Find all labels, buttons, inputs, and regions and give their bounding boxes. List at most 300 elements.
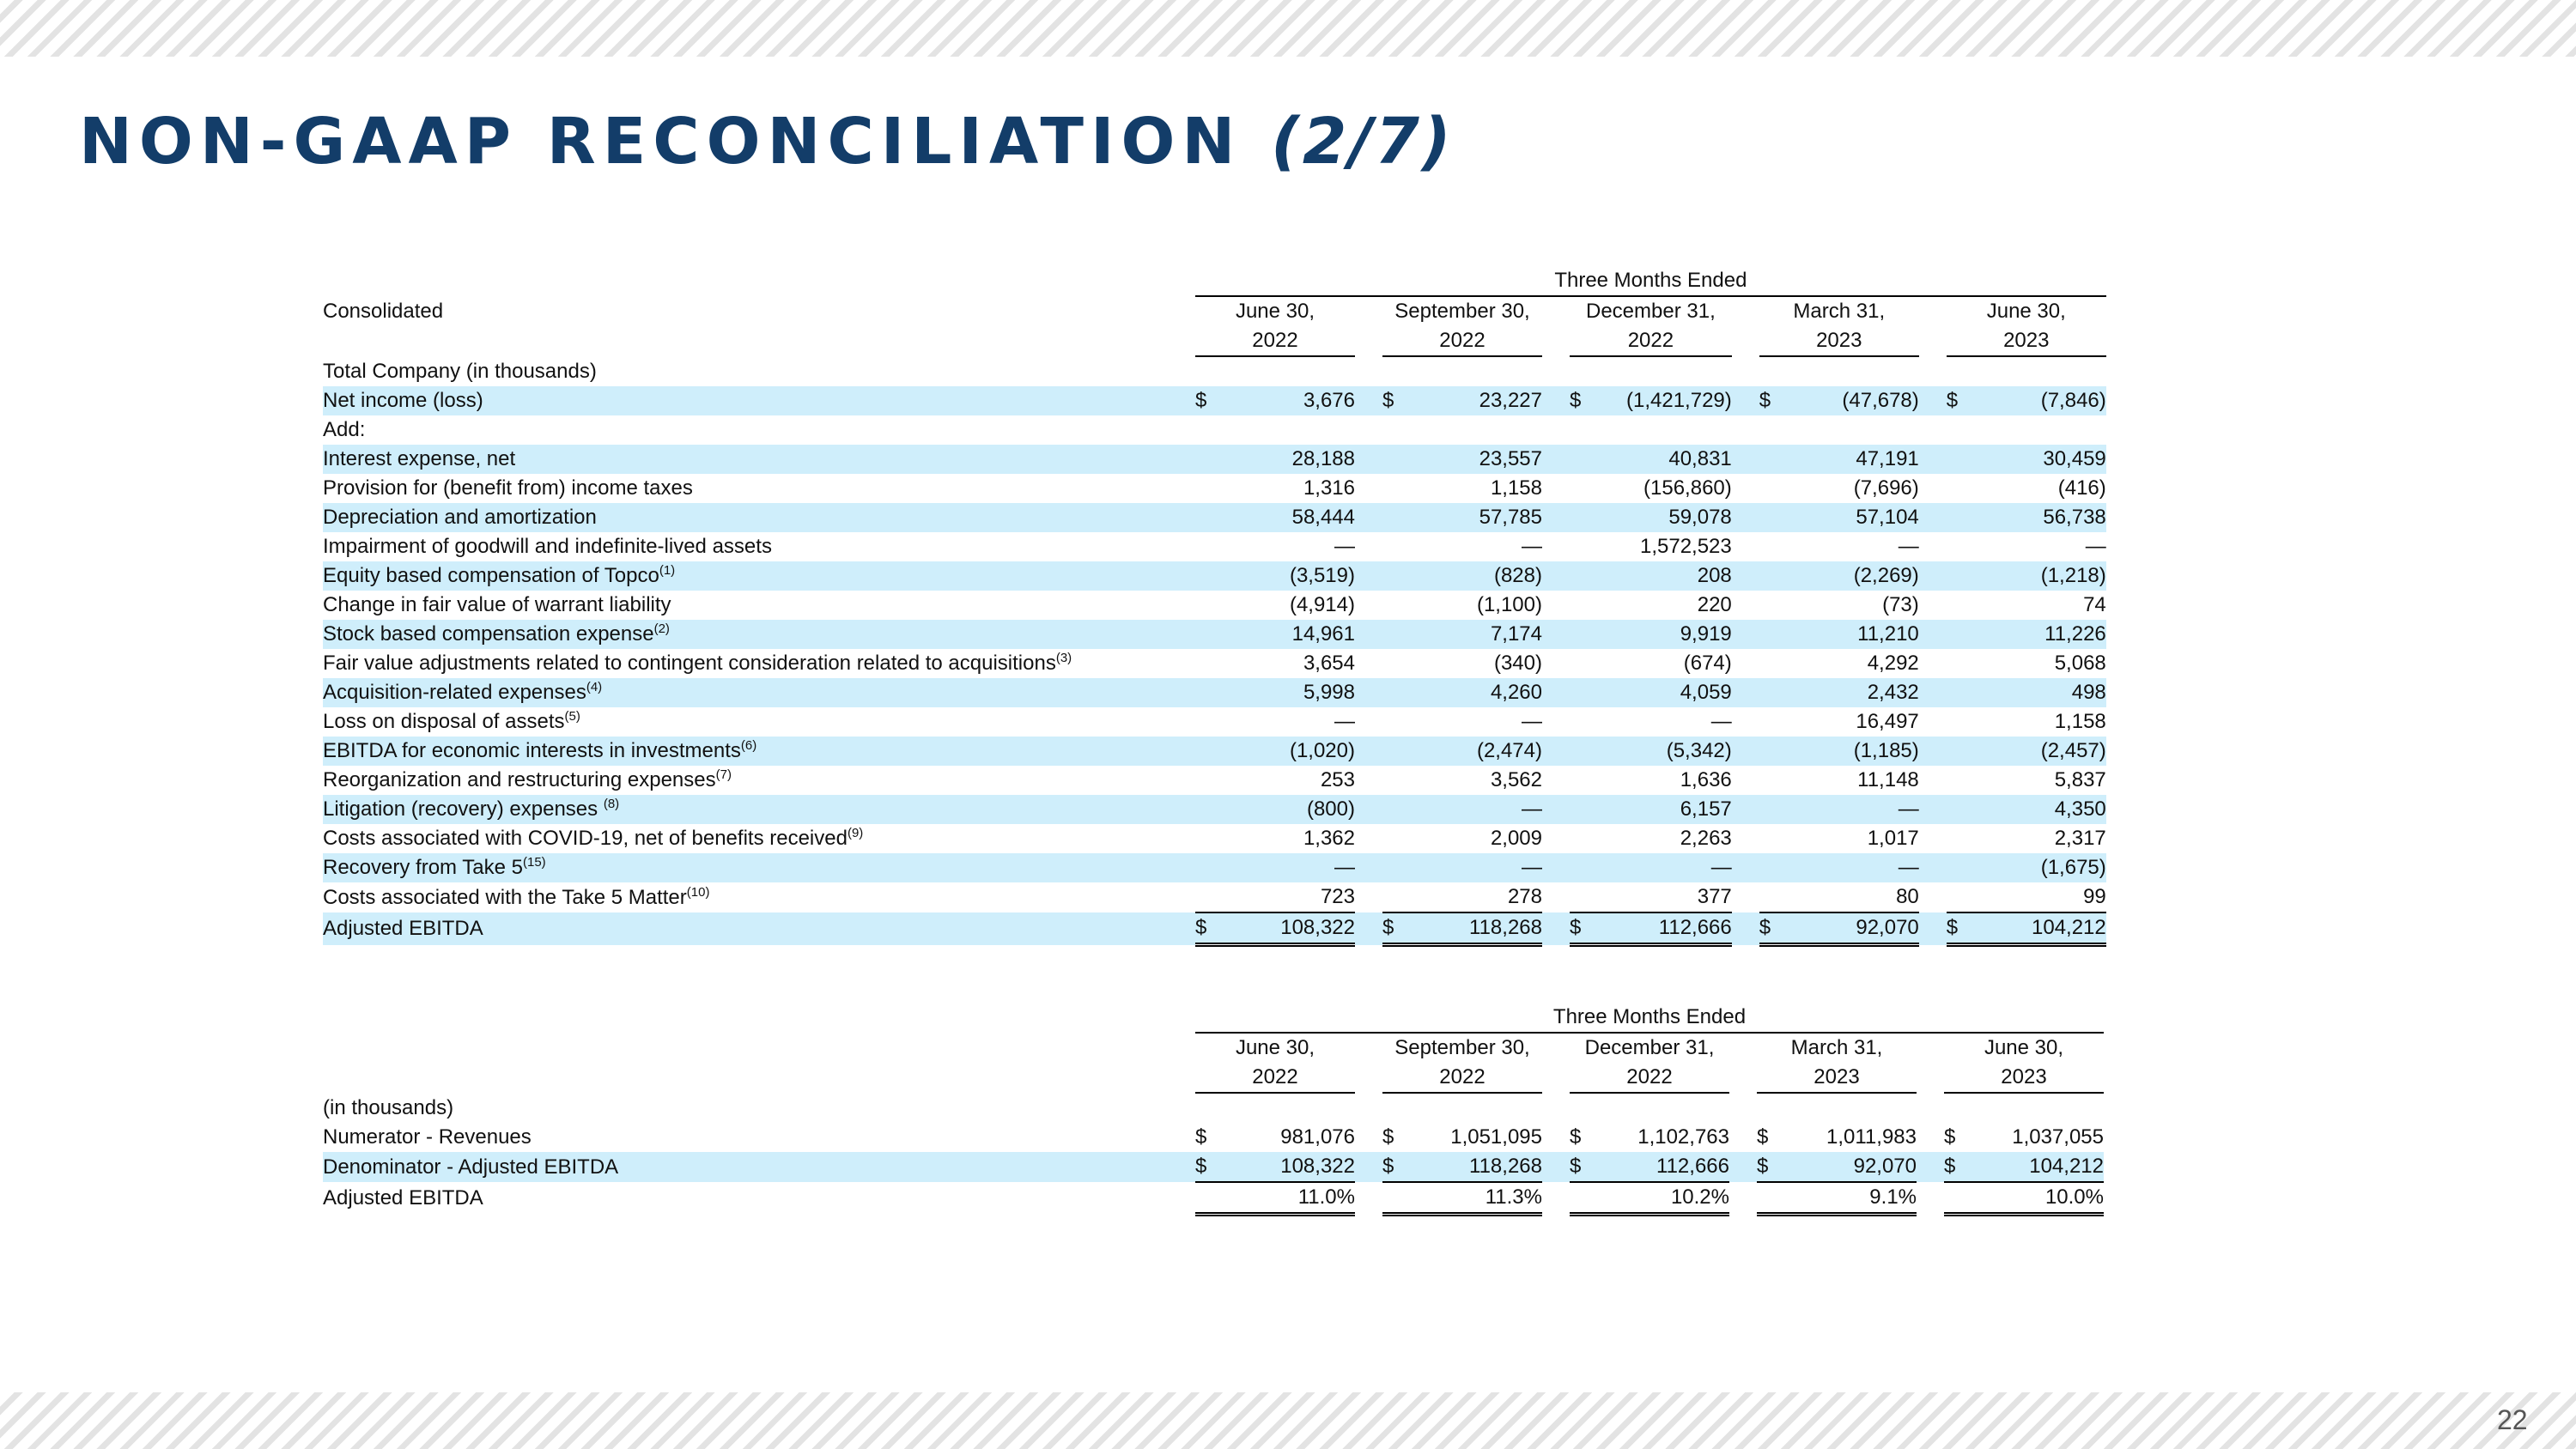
currency-symbol [1947, 649, 2003, 678]
column-gap [1355, 853, 1382, 882]
footnote-marker: (4) [586, 680, 603, 694]
column-gap [1919, 474, 1947, 503]
group-header-row [323, 1003, 2104, 1033]
cell-value: 14,961 [1252, 620, 1355, 649]
cell-value: (2,457) [2003, 737, 2106, 766]
column-gap [1542, 824, 1570, 853]
currency-symbol [1382, 649, 1439, 678]
section-label-row [323, 1093, 2104, 1123]
column-gap [1732, 620, 1759, 649]
currency-symbol: $ [1759, 386, 1816, 415]
slide-title-part: (2/7) [1271, 105, 1454, 179]
header-spacer [323, 266, 1195, 296]
row-label [323, 795, 1195, 824]
cell-value: (1,100) [1476, 593, 1542, 616]
currency-symbol [1570, 824, 1626, 853]
cell-value: 57,104 [1816, 503, 1919, 532]
currency-symbol [1947, 474, 2003, 503]
currency-symbol [1947, 795, 2003, 824]
column-gap [1355, 503, 1382, 532]
column-header: June 30, [1984, 1036, 2064, 1059]
column-gap [1355, 1063, 1382, 1093]
cell-value: (2,269) [1816, 561, 1919, 591]
page-number: 22 [2497, 1404, 2528, 1435]
column-gap [1919, 766, 1947, 795]
table-row [323, 591, 2106, 620]
column-gap [1542, 620, 1570, 649]
column-header: 2023 [1757, 1063, 1917, 1093]
currency-symbol [1570, 707, 1626, 737]
cell-value: 112,666 [1626, 1152, 1729, 1182]
row-label-text: Adjusted EBITDA [323, 916, 483, 940]
cell-value: 4,292 [1867, 652, 1919, 675]
column-header: 2022 [1195, 326, 1355, 356]
cell-value: 4,059 [1626, 678, 1732, 707]
cell-value: 10.2% [1626, 1182, 1729, 1215]
cell-value: 1,158 [2054, 710, 2106, 733]
column-gap [1732, 678, 1759, 707]
table-row [323, 824, 2106, 853]
total-row [323, 1182, 2104, 1215]
currency-symbol [1759, 532, 1816, 561]
currency-symbol [1947, 853, 2003, 882]
cell-value: — [1439, 795, 1542, 824]
column-gap [1355, 561, 1382, 591]
column-gap [1542, 532, 1570, 561]
footnote-marker: (1) [659, 563, 676, 578]
footnote-marker: (6) [740, 738, 757, 753]
currency-symbol [1195, 532, 1252, 561]
column-header: December 31, [1584, 1036, 1715, 1059]
column-gap [1919, 296, 1947, 326]
column-gap [1919, 620, 1947, 649]
currency-symbol [1570, 649, 1626, 678]
cell-value: 80 [1896, 885, 1919, 908]
currency-symbol [1195, 737, 1252, 766]
cell-value: 9.1% [1814, 1182, 1917, 1215]
cell-value: 11.0% [1252, 1182, 1355, 1215]
footnote-marker: (8) [603, 797, 620, 811]
row-label [323, 1182, 1195, 1215]
currency-symbol: $ [1947, 912, 2003, 945]
currency-symbol [1757, 1182, 1814, 1215]
column-gap [1919, 882, 1947, 912]
currency-symbol [1947, 561, 2003, 591]
row-label-text: Fair value adjustments related to contingent consideration related to acquisitions [323, 652, 1056, 675]
currency-symbol [1570, 503, 1626, 532]
cell-value [1439, 415, 1542, 445]
row-label [323, 561, 1195, 591]
currency-symbol [1947, 882, 2003, 912]
cell-value: 981,076 [1280, 1125, 1355, 1149]
currency-symbol [1759, 620, 1816, 649]
currency-symbol [1759, 591, 1816, 620]
column-gap [1355, 795, 1382, 824]
cell-value: 104,212 [2003, 912, 2106, 945]
table-row [323, 795, 2106, 824]
section-label-row [323, 356, 2106, 386]
cell-value: 57,785 [1439, 503, 1542, 532]
column-gap [1919, 532, 1947, 561]
currency-symbol [1195, 882, 1252, 912]
column-header-row [323, 326, 2106, 356]
column-gap [1542, 1152, 1570, 1182]
column-gap [1542, 795, 1570, 824]
column-gap [1919, 649, 1947, 678]
row-label [323, 737, 1195, 766]
cell-value: 5,837 [2054, 768, 2106, 791]
footnote-marker: (7) [715, 767, 732, 782]
column-header: 2023 [1944, 1063, 2104, 1093]
row-label [323, 882, 1195, 912]
currency-symbol [1947, 415, 2003, 445]
cell-value: 11,148 [1857, 768, 1919, 791]
column-gap [1355, 296, 1382, 326]
cell-value: — [1522, 710, 1542, 733]
currency-symbol [1947, 824, 2003, 853]
cell-value: 10.0% [2001, 1182, 2104, 1215]
table-row [323, 766, 2106, 795]
cell-value: 56,738 [2003, 503, 2106, 532]
top-stripe-decoration [0, 0, 2576, 57]
row-label-text: Loss on disposal of assets [323, 710, 565, 733]
column-gap [1542, 707, 1570, 737]
currency-symbol: $ [1195, 386, 1252, 415]
cell-value [1626, 415, 1732, 445]
column-gap [1355, 326, 1382, 356]
column-gap [1542, 296, 1570, 326]
currency-symbol [1947, 737, 2003, 766]
currency-symbol [1759, 707, 1816, 737]
cell-value: 23,557 [1439, 445, 1542, 474]
column-gap [1542, 503, 1570, 532]
currency-symbol [1570, 795, 1626, 824]
column-header: 2022 [1382, 326, 1542, 356]
cell-value: — [1626, 853, 1732, 882]
cell-value: — [1252, 853, 1355, 882]
cell-value: 104,212 [2001, 1152, 2104, 1182]
currency-symbol [1382, 591, 1439, 620]
cell-value: 11,210 [1816, 620, 1919, 649]
column-gap [1732, 649, 1759, 678]
column-gap [1919, 853, 1947, 882]
table-row [323, 1123, 2104, 1152]
cell-value: 377 [1697, 885, 1732, 908]
column-header: June 30, [1235, 300, 1315, 323]
table-row [323, 386, 2106, 415]
column-gap [1919, 591, 1947, 620]
currency-symbol [1195, 591, 1252, 620]
cell-value: 99 [2083, 885, 2106, 908]
currency-symbol [1759, 678, 1816, 707]
row-label [323, 707, 1195, 737]
currency-symbol [1382, 853, 1439, 882]
column-gap [1732, 561, 1759, 591]
column-gap [1542, 445, 1570, 474]
column-gap [1542, 326, 1570, 356]
column-gap [1355, 824, 1382, 853]
currency-symbol [1382, 882, 1439, 912]
row-label [323, 503, 1195, 532]
bottom-stripe-decoration [0, 1392, 2576, 1449]
cell-value: 9,919 [1626, 620, 1732, 649]
table-row [323, 474, 2106, 503]
column-gap [1732, 503, 1759, 532]
currency-symbol: $ [1757, 1125, 1769, 1149]
cell-value [2003, 415, 2106, 445]
cell-value: 4,350 [2003, 795, 2106, 824]
row-label-text: Depreciation and amortization [323, 506, 597, 529]
currency-symbol: $ [1382, 1125, 1394, 1149]
column-gap [1355, 737, 1382, 766]
currency-symbol [1947, 678, 2003, 707]
currency-symbol [1382, 561, 1439, 591]
currency-symbol [1570, 678, 1626, 707]
cell-value: (828) [1439, 561, 1542, 591]
cell-value: — [1898, 535, 1919, 558]
column-gap [1355, 474, 1382, 503]
column-header: 2023 [1759, 326, 1919, 356]
table-row [323, 445, 2106, 474]
currency-symbol [1382, 766, 1439, 795]
cell-value: (674) [1683, 652, 1732, 675]
cell-value: — [1710, 710, 1732, 733]
row-label-text: EBITDA for economic interests in investments [323, 739, 741, 762]
cell-value: (73) [1882, 593, 1919, 616]
row-label [323, 445, 1195, 474]
cell-value: (800) [1252, 795, 1355, 824]
currency-symbol [1570, 415, 1626, 445]
row-label [323, 1152, 1195, 1182]
cell-value: 92,070 [1816, 912, 1919, 945]
row-label [323, 474, 1195, 503]
currency-symbol [1947, 707, 2003, 737]
slide-title-main: NON-GAAP RECONCILIATION [79, 105, 1242, 179]
column-header: March 31, [1793, 300, 1886, 323]
footnote-marker: (3) [1055, 651, 1072, 665]
cell-value: 92,070 [1814, 1152, 1917, 1182]
currency-symbol: $ [1570, 912, 1626, 945]
footnote-marker: (5) [564, 709, 580, 724]
row-label-text: Equity based compensation of Topco [323, 564, 659, 587]
column-gap [1919, 824, 1947, 853]
cell-value: 1,158 [1490, 476, 1542, 500]
cell-value: 11,226 [2003, 620, 2106, 649]
row-label-text: Net income (loss) [323, 389, 483, 412]
currency-symbol [1382, 474, 1439, 503]
currency-symbol: $ [1195, 1125, 1207, 1149]
currency-symbol [1382, 532, 1439, 561]
currency-symbol [1195, 561, 1252, 591]
currency-symbol [1947, 620, 2003, 649]
column-gap [1732, 737, 1759, 766]
table-row [323, 532, 2106, 561]
column-header: 2022 [1570, 1063, 1729, 1093]
column-gap [1542, 766, 1570, 795]
table-row [323, 561, 2106, 591]
cell-value: 47,191 [1816, 445, 1919, 474]
cell-value: (156,860) [1643, 476, 1732, 500]
currency-symbol [1195, 620, 1252, 649]
column-gap [1542, 882, 1570, 912]
header-spacer [323, 1063, 1195, 1093]
cell-value: (4,914) [1289, 593, 1355, 616]
column-gap [1542, 1123, 1570, 1152]
header-spacer [323, 1003, 1195, 1033]
column-gap [1919, 415, 1947, 445]
cell-value: 1,037,055 [2012, 1125, 2104, 1149]
header-spacer [323, 1033, 1195, 1063]
column-gap [1919, 561, 1947, 591]
ebitda-reconciliation-table [323, 266, 2106, 947]
table-row [323, 853, 2106, 882]
total-row [323, 912, 2106, 945]
section-label: (in thousands) [323, 1096, 454, 1119]
currency-symbol [1382, 737, 1439, 766]
cell-value: 208 [1626, 561, 1732, 591]
cell-value: 28,188 [1252, 445, 1355, 474]
cell-value: 1,051,095 [1450, 1125, 1542, 1149]
currency-symbol [1947, 766, 2003, 795]
column-header-row [323, 296, 2106, 326]
row-label [323, 591, 1195, 620]
group-header-row [323, 266, 2106, 296]
currency-symbol [1570, 737, 1626, 766]
currency-symbol [1759, 503, 1816, 532]
currency-symbol [1570, 853, 1626, 882]
cell-value: 108,322 [1252, 1152, 1355, 1182]
row-label-text: Recovery from Take 5 [323, 856, 523, 879]
table-row [323, 737, 2106, 766]
currency-symbol: $ [1382, 912, 1439, 945]
cell-value: — [1816, 795, 1919, 824]
cell-value: 118,268 [1439, 1152, 1542, 1182]
column-gap [1355, 1123, 1382, 1152]
column-gap [1729, 1182, 1757, 1215]
currency-symbol [1195, 445, 1252, 474]
table-row [323, 620, 2106, 649]
currency-symbol: $ [1382, 386, 1439, 415]
row-label-text: Stock based compensation expense [323, 622, 654, 646]
currency-symbol [1195, 795, 1252, 824]
column-gap [1732, 415, 1759, 445]
cell-value: 723 [1320, 885, 1355, 908]
column-gap [1732, 445, 1759, 474]
cell-value: (416) [2057, 476, 2106, 500]
currency-symbol [1570, 561, 1626, 591]
column-gap [1917, 1182, 1944, 1215]
column-gap [1732, 912, 1759, 945]
currency-symbol [1195, 824, 1252, 853]
column-header: 2022 [1570, 326, 1732, 356]
currency-symbol [1759, 853, 1816, 882]
column-header: 2022 [1195, 1063, 1355, 1093]
currency-symbol [1947, 532, 2003, 561]
footnote-marker: (2) [653, 621, 670, 636]
column-gap [1732, 532, 1759, 561]
column-gap [1355, 1182, 1382, 1215]
row-label-text: Acquisition-related expenses [323, 681, 586, 704]
column-gap [1919, 737, 1947, 766]
cell-value: 16,497 [1856, 710, 1919, 733]
cell-value: (1,421,729) [1626, 386, 1732, 415]
row-label-header: Consolidated [323, 299, 444, 323]
currency-symbol [1382, 415, 1439, 445]
cell-value: — [1816, 853, 1919, 882]
cell-value: 108,322 [1252, 912, 1355, 945]
footnote-marker: (10) [686, 884, 710, 900]
currency-symbol [1570, 882, 1626, 912]
row-label-text: Interest expense, net [323, 447, 516, 470]
column-gap [1917, 1033, 1944, 1063]
currency-symbol [1947, 503, 2003, 532]
header-spacer [323, 326, 1195, 356]
cell-value: 1,017 [1867, 827, 1919, 850]
column-gap [1355, 445, 1382, 474]
currency-symbol [1570, 445, 1626, 474]
cell-value: 6,157 [1626, 795, 1732, 824]
column-gap [1732, 882, 1759, 912]
cell-value: 220 [1697, 593, 1732, 616]
column-gap [1355, 882, 1382, 912]
column-gap [1355, 532, 1382, 561]
cell-value: 3,562 [1490, 768, 1542, 791]
column-gap [1355, 591, 1382, 620]
cell-value: 112,666 [1626, 912, 1732, 945]
cell-value: — [2085, 535, 2106, 558]
row-label [323, 766, 1195, 795]
column-gap [1542, 678, 1570, 707]
table-row [323, 678, 2106, 707]
cell-value: 5,068 [2054, 652, 2106, 675]
column-gap [1732, 591, 1759, 620]
row-label [323, 649, 1195, 678]
currency-symbol [1382, 503, 1439, 532]
group-header: Three Months Ended [1195, 266, 2106, 296]
column-gap [1542, 386, 1570, 415]
cell-value: 59,078 [1626, 503, 1732, 532]
column-gap [1919, 678, 1947, 707]
currency-symbol [1570, 591, 1626, 620]
cell-value: 253 [1320, 768, 1355, 791]
currency-symbol: $ [1570, 386, 1626, 415]
column-gap [1542, 1033, 1570, 1063]
row-label-text: Numerator - Revenues [323, 1125, 532, 1149]
row-label-text: Costs associated with the Take 5 Matter [323, 885, 687, 909]
column-header: September 30, [1394, 300, 1530, 323]
cell-value: (3,519) [1252, 561, 1355, 591]
column-gap [1542, 561, 1570, 591]
cell-value: 1,636 [1680, 768, 1732, 791]
slide-title [79, 105, 1454, 179]
column-gap [1542, 737, 1570, 766]
row-label [323, 678, 1195, 707]
row-label-text: Reorganization and restructuring expenses [323, 768, 716, 791]
currency-symbol [1570, 532, 1626, 561]
cell-value: — [1522, 535, 1542, 558]
cell-value: 74 [2083, 593, 2106, 616]
cell-value: — [1439, 853, 1542, 882]
row-label-text: Provision for (benefit from) income taxes [323, 476, 693, 500]
cell-value: 498 [2003, 678, 2106, 707]
currency-symbol [1570, 1182, 1626, 1215]
cell-value: 278 [1507, 885, 1542, 908]
column-gap [1732, 824, 1759, 853]
currency-symbol: $ [1382, 1152, 1439, 1182]
table-row [323, 415, 2106, 445]
cell-value: 3,654 [1303, 652, 1355, 675]
column-gap [1732, 766, 1759, 795]
